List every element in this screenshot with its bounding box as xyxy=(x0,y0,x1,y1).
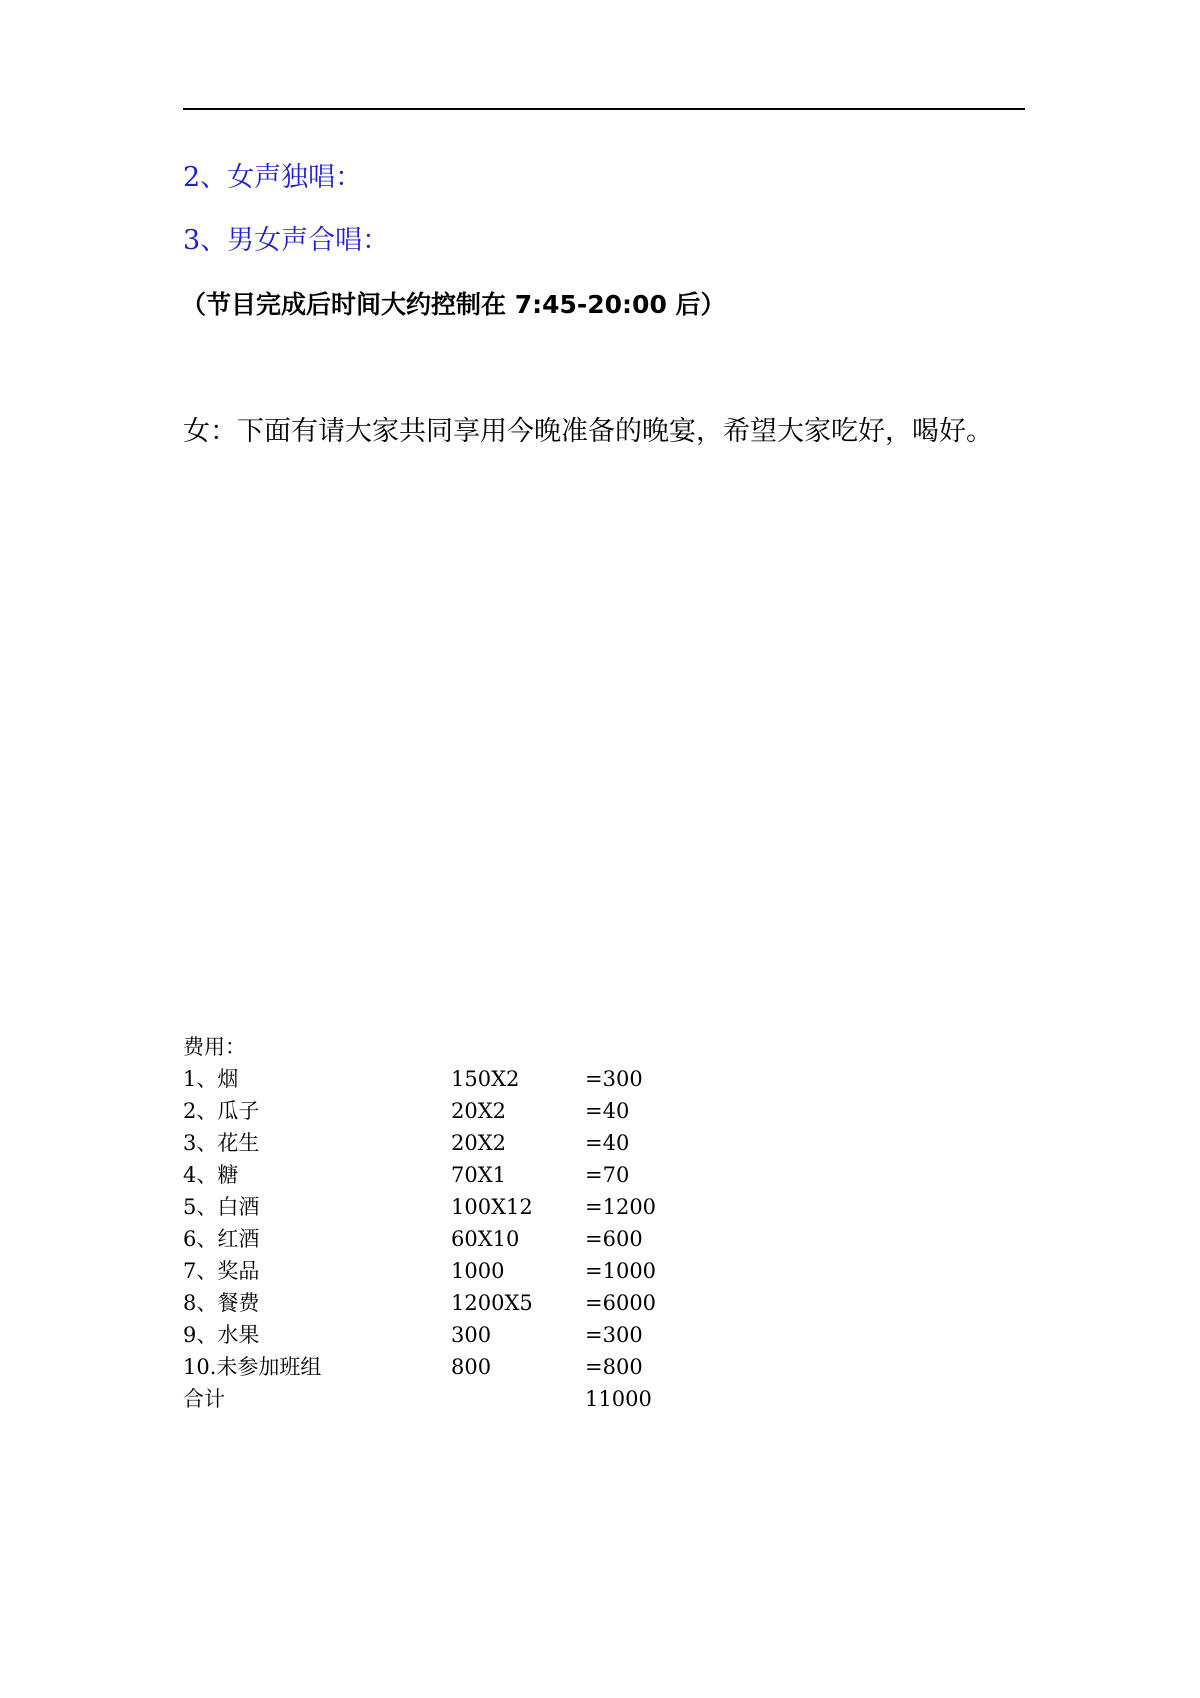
cost-result: =40 xyxy=(585,1131,630,1155)
cost-result: =40 xyxy=(585,1099,630,1123)
cost-item: 2、瓜子 xyxy=(183,1099,260,1123)
cost-result: =300 xyxy=(585,1323,643,1347)
cost-item: 4、糖 xyxy=(183,1163,239,1187)
cost-result: =800 xyxy=(585,1355,643,1379)
cost-calc: 70X1 xyxy=(451,1163,507,1187)
cost-total-label: 合计 xyxy=(183,1387,225,1411)
cost-calc: 800 xyxy=(451,1355,492,1379)
timing-note: （节目完成后时间大约控制在 7:45-20:00 后） xyxy=(181,290,726,319)
cost-item: 7、奖品 xyxy=(183,1259,260,1283)
item-female-solo: 2、女声独唱： xyxy=(183,162,363,193)
cost-calc: 1000 xyxy=(451,1259,505,1283)
cost-item: 1、烟 xyxy=(183,1067,239,1091)
cost-result: =70 xyxy=(585,1163,630,1187)
cost-result: =6000 xyxy=(585,1291,657,1315)
cost-heading: 费用： xyxy=(183,1035,246,1059)
cost-result: =300 xyxy=(585,1067,643,1091)
cost-calc: 300 xyxy=(451,1323,492,1347)
cost-item: 3、花生 xyxy=(183,1131,260,1155)
cost-result: =1200 xyxy=(585,1195,657,1219)
cost-total-value: 11000 xyxy=(585,1387,652,1411)
cost-item: 5、白酒 xyxy=(183,1195,260,1219)
cost-calc: 60X10 xyxy=(451,1227,520,1251)
cost-calc: 20X2 xyxy=(451,1099,507,1123)
cost-calc: 100X12 xyxy=(451,1195,533,1219)
cost-item: 8、餐费 xyxy=(183,1291,260,1315)
cost-item: 9、水果 xyxy=(183,1323,260,1347)
header-rule xyxy=(183,108,1025,110)
cost-calc: 150X2 xyxy=(451,1067,520,1091)
cost-item: 10.未参加班组 xyxy=(183,1355,322,1379)
cost-result: =1000 xyxy=(585,1259,657,1283)
host-speech: 女：下面有请大家共同享用今晚准备的晚宴，希望大家吃好，喝好。 xyxy=(183,416,993,447)
cost-item: 6、红酒 xyxy=(183,1227,260,1251)
cost-result: =600 xyxy=(585,1227,643,1251)
cost-calc: 20X2 xyxy=(451,1131,507,1155)
cost-calc: 1200X5 xyxy=(451,1291,533,1315)
item-duet: 3、男女声合唱： xyxy=(183,225,390,256)
